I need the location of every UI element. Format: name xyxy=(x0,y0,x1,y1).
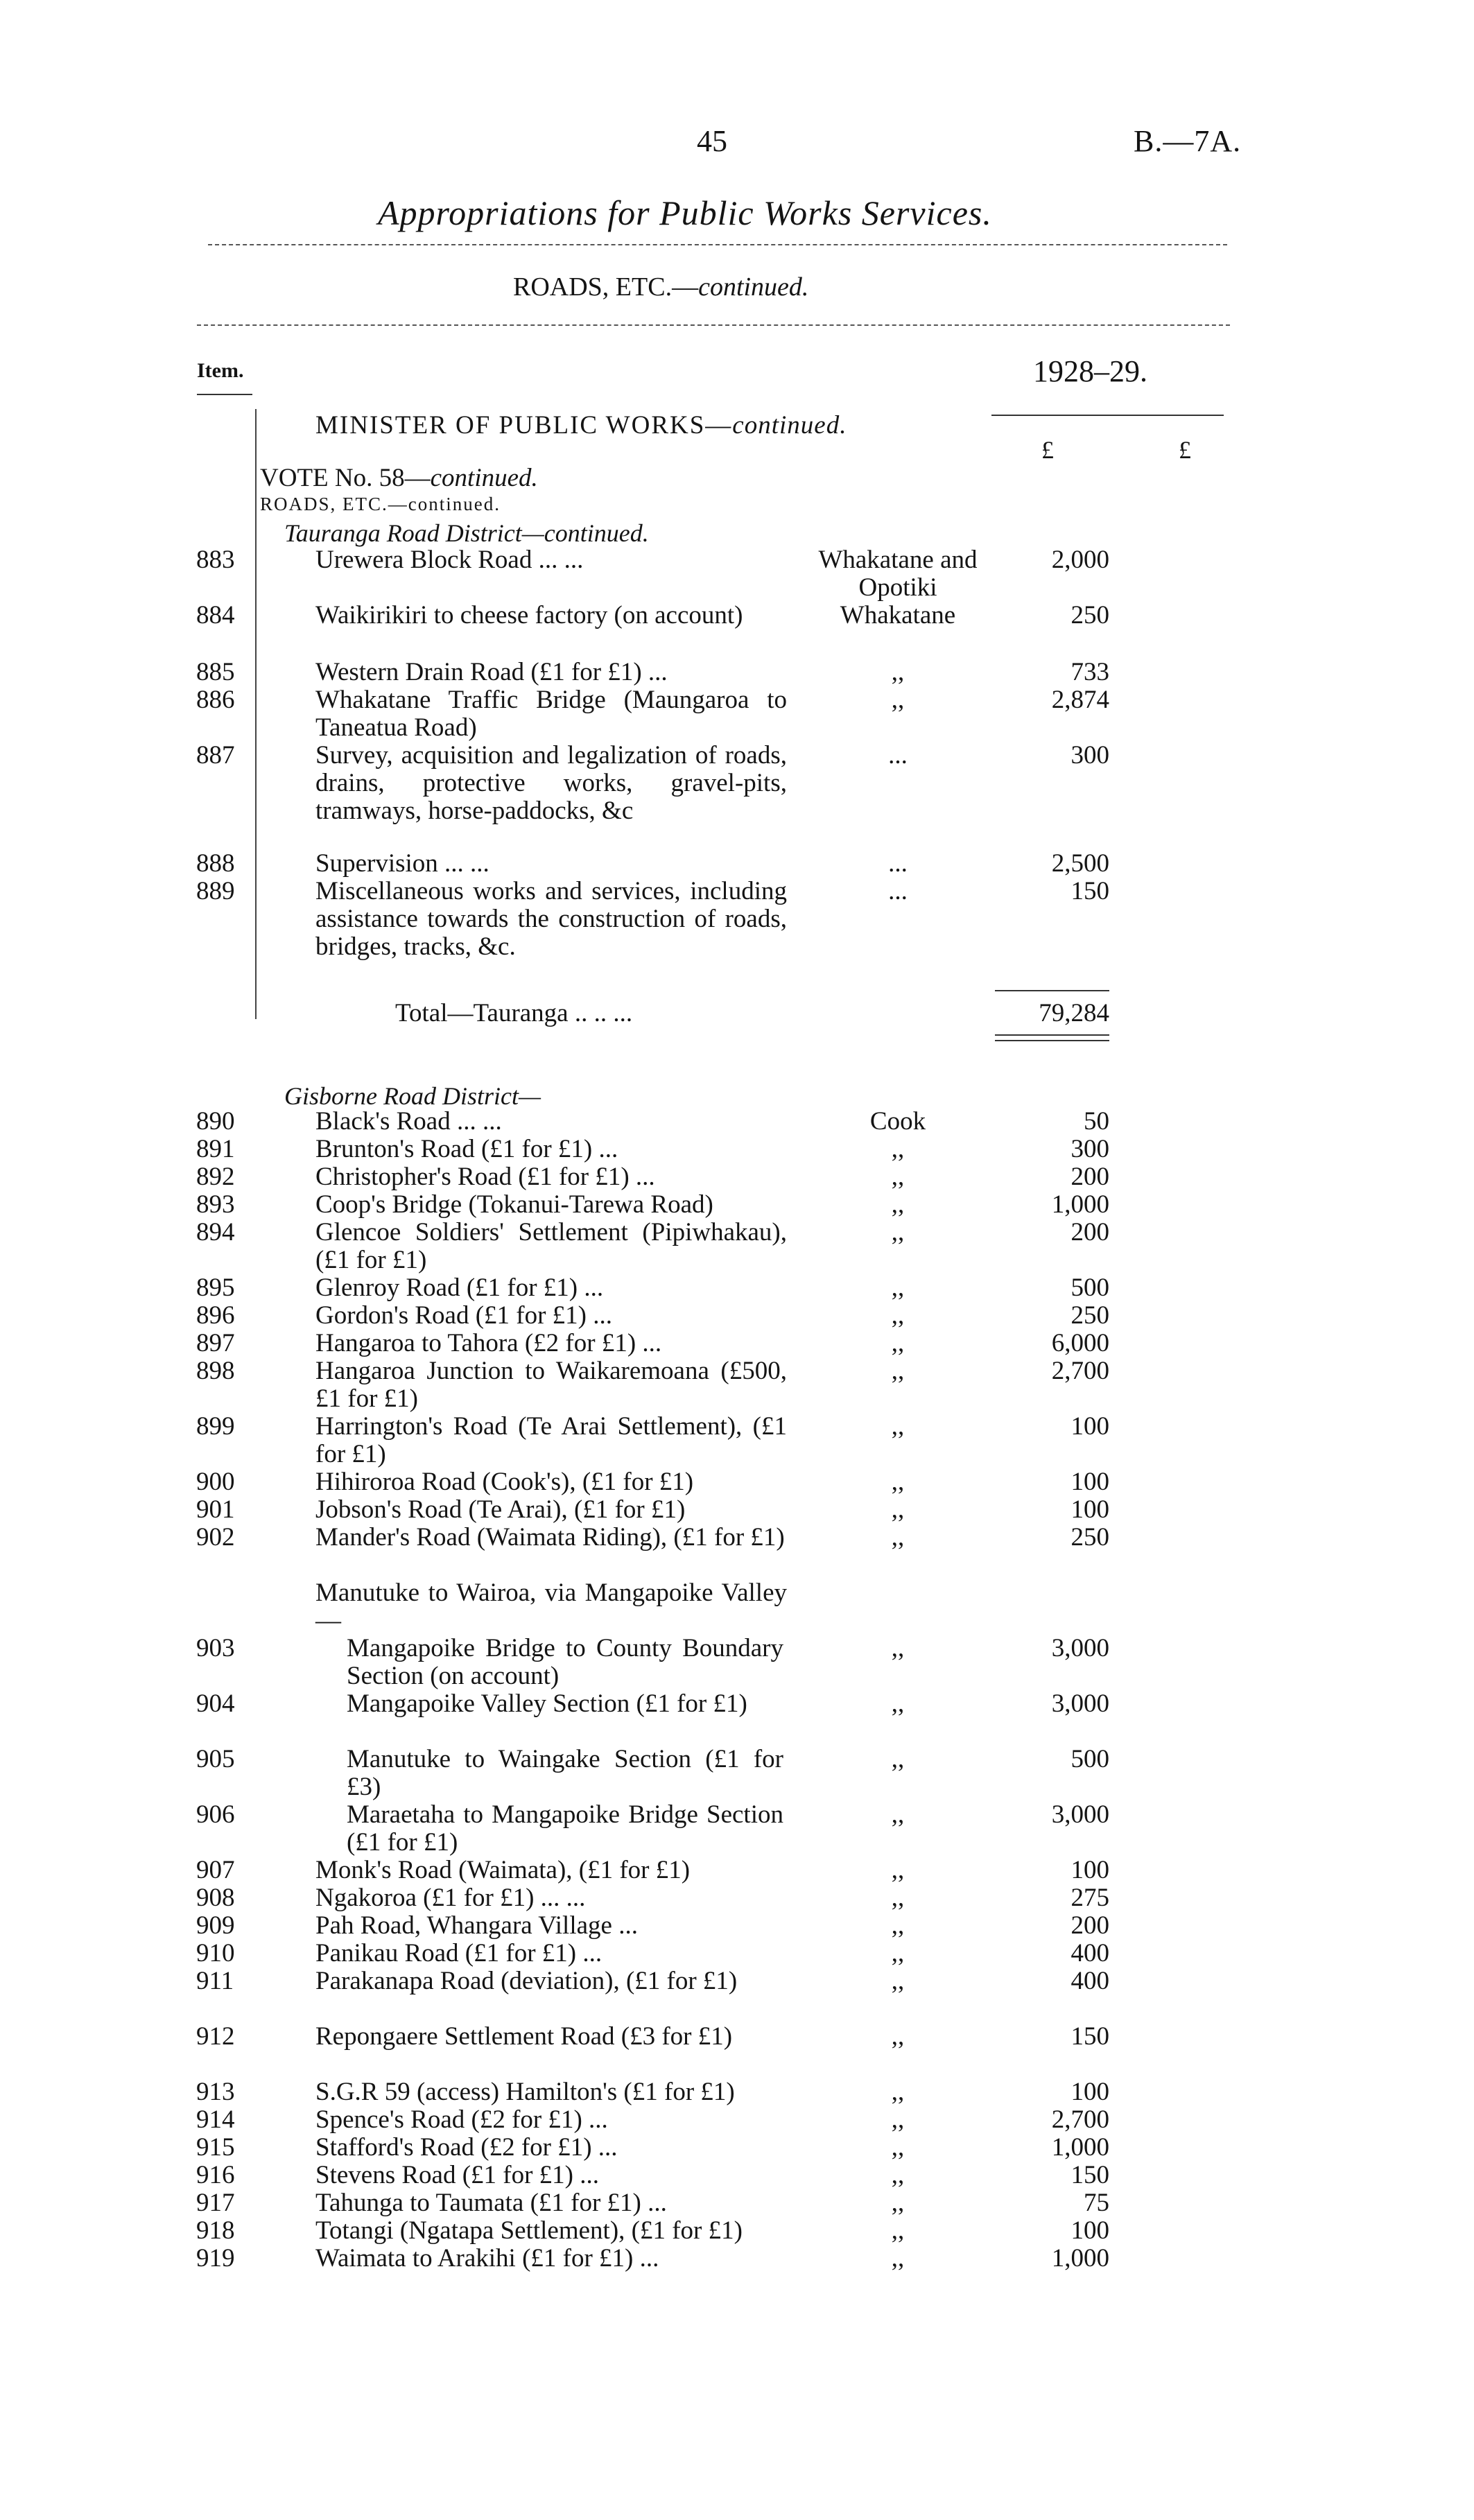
item-location: ,, xyxy=(891,1357,905,1385)
item-description: Stevens Road (£1 for £1) ... xyxy=(315,2161,599,2189)
item-amount: 100 xyxy=(1070,2216,1109,2245)
item-description: Gordon's Road (£1 for £1) ... xyxy=(315,1301,612,1330)
vote-cont: continued. xyxy=(430,464,538,492)
item-amount: 100 xyxy=(1070,1412,1109,1441)
item-location: ,, xyxy=(891,1190,905,1219)
title-rule xyxy=(208,244,1227,245)
item-number: 891 xyxy=(196,1135,235,1163)
item-description: Glenroy Road (£1 for £1) ... xyxy=(315,1274,604,1302)
vote-heading xyxy=(260,463,538,493)
item-amount: 150 xyxy=(1070,2161,1109,2189)
item-number: 886 xyxy=(196,686,235,714)
item-number: 887 xyxy=(196,741,235,770)
item-location: Whakatane and Opotiki xyxy=(818,546,978,602)
page-number: 45 xyxy=(697,124,727,158)
total-rule-top xyxy=(995,990,1109,991)
item-number: 888 xyxy=(196,849,235,878)
item-description: Christopher's Road (£1 for £1) ... xyxy=(315,1163,655,1191)
item-amount: 50 xyxy=(1084,1107,1109,1136)
item-location: ,, xyxy=(891,2244,905,2273)
item-amount: 250 xyxy=(1070,1301,1109,1330)
item-description: Manutuke to Waingake Section (£1 for £3) xyxy=(347,1745,783,1801)
item-amount: 2,000 xyxy=(1051,546,1109,574)
item-amount: 275 xyxy=(1070,1884,1109,1912)
pound-column-1: £ xyxy=(1041,436,1054,464)
item-amount: 1,000 xyxy=(1051,2244,1109,2273)
item-description: Black's Road ... ... xyxy=(315,1107,502,1136)
item-number: 883 xyxy=(196,546,235,574)
ministry-cont: continued. xyxy=(732,411,847,440)
item-description: Panikau Road (£1 for £1) ... xyxy=(315,1939,602,1967)
item-number: 907 xyxy=(196,1856,235,1884)
ministry-heading xyxy=(315,410,847,440)
item-amount: 2,874 xyxy=(1051,686,1109,714)
item-number: 912 xyxy=(196,2022,235,2051)
item-amount: 400 xyxy=(1070,1939,1109,1967)
item-amount: 400 xyxy=(1070,1967,1109,1995)
item-amount: 300 xyxy=(1070,1135,1109,1163)
item-number: 893 xyxy=(196,1190,235,1219)
item-number: 894 xyxy=(196,1218,235,1246)
item-number: 896 xyxy=(196,1301,235,1330)
item-description: Supervision ... ... xyxy=(315,849,489,878)
item-number: 902 xyxy=(196,1523,235,1552)
item-location: ,, xyxy=(891,2189,905,2217)
item-description: Waimata to Arakihi (£1 for £1) ... xyxy=(315,2244,659,2273)
roads-subheading: ROADS, ETC.—continued. xyxy=(260,494,501,514)
item-description: Pah Road, Whangara Village ... xyxy=(315,1911,638,1940)
item-description: Glencoe Soldiers' Settlement (Pipiwhakau), (£1 for £1) xyxy=(315,1218,787,1274)
item-location: ,, xyxy=(891,1412,905,1441)
item-number: 895 xyxy=(196,1274,235,1302)
pound-column-2: £ xyxy=(1179,436,1191,464)
item-description: Urewera Block Road ... ... xyxy=(315,546,584,574)
item-number: 885 xyxy=(196,658,235,686)
item-amount: 3,000 xyxy=(1051,1800,1109,1829)
item-amount: 3,000 xyxy=(1051,1689,1109,1718)
item-description: Whakatane Traffic Bridge (Maungaroa to Taneatua Road) xyxy=(315,686,787,742)
item-location: ,, xyxy=(891,2078,905,2106)
item-number: 914 xyxy=(196,2105,235,2134)
item-description: Coop's Bridge (Tokanui-Tarewa Road) xyxy=(315,1190,713,1219)
ministry-name: MINISTER OF PUBLIC WORKS— xyxy=(315,411,733,440)
item-number: 884 xyxy=(196,601,235,629)
item-column-label: Item. xyxy=(197,359,244,382)
item-description: Survey, acquisition and legalization of roads, drains, protective works, gravel-pits, tramways, horse-paddocks, &c xyxy=(315,741,787,825)
item-amount: 150 xyxy=(1070,2022,1109,2051)
item-amount: 6,000 xyxy=(1051,1329,1109,1357)
item-column-divider xyxy=(255,409,257,1019)
item-number: 908 xyxy=(196,1884,235,1912)
item-number: 905 xyxy=(196,1745,235,1773)
gisborne-district-heading: Gisborne Road District— xyxy=(284,1082,541,1110)
item-number: 899 xyxy=(196,1412,235,1441)
item-number: 918 xyxy=(196,2216,235,2245)
item-number: 911 xyxy=(196,1967,234,1995)
item-description: Parakanapa Road (deviation), (£1 for £1) xyxy=(315,1967,738,1995)
subheading-rule xyxy=(197,324,1230,326)
item-location: ,, xyxy=(891,1329,905,1357)
item-location: ,, xyxy=(891,1468,905,1496)
item-location: ... xyxy=(888,741,908,770)
item-header-rule xyxy=(197,394,252,395)
item-number: 910 xyxy=(196,1939,235,1967)
item-description: Jobson's Road (Te Arai), (£1 for £1) xyxy=(315,1495,686,1524)
item-number: 917 xyxy=(196,2189,235,2217)
item-description: Tahunga to Taumata (£1 for £1) ... xyxy=(315,2189,667,2217)
item-description: Spence's Road (£2 for £1) ... xyxy=(315,2105,608,2134)
item-amount: 733 xyxy=(1070,658,1109,686)
item-amount: 200 xyxy=(1070,1163,1109,1191)
item-description: Stafford's Road (£2 for £1) ... xyxy=(315,2133,618,2162)
item-number: 909 xyxy=(196,1911,235,1940)
item-amount: 300 xyxy=(1070,741,1109,770)
item-description: Monk's Road (Waimata), (£1 for £1) xyxy=(315,1856,691,1884)
item-amount: 250 xyxy=(1070,1523,1109,1552)
item-location: ,, xyxy=(891,1911,905,1940)
item-number: 913 xyxy=(196,2078,235,2106)
item-amount: 1,000 xyxy=(1051,1190,1109,1219)
item-amount: 75 xyxy=(1084,2189,1109,2217)
item-amount: 100 xyxy=(1070,1468,1109,1496)
item-number: 900 xyxy=(196,1468,235,1496)
item-amount: 3,000 xyxy=(1051,1634,1109,1662)
item-description: Brunton's Road (£1 for £1) ... xyxy=(315,1135,618,1163)
item-number: 919 xyxy=(196,2244,235,2273)
year-header-rule xyxy=(991,415,1224,416)
item-description: Mangapoike Valley Section (£1 for £1) xyxy=(347,1689,747,1718)
vote-label: VOTE No. 58— xyxy=(260,464,431,492)
item-amount: 2,700 xyxy=(1051,1357,1109,1385)
item-location: ,, xyxy=(891,1967,905,1995)
item-location: ,, xyxy=(891,658,905,686)
item-location: ,, xyxy=(891,1856,905,1884)
item-number: 904 xyxy=(196,1689,235,1718)
section-code: B.—7A. xyxy=(1134,124,1242,158)
total-rule-bottom-1 xyxy=(995,1034,1109,1036)
item-location: ... xyxy=(888,877,908,905)
page-title: Appropriations for Public Works Services. xyxy=(378,193,992,232)
item-number: 915 xyxy=(196,2133,235,2162)
item-description: Miscellaneous works and services, including assistance towards the construction of roads, bridges, tracks, &c. xyxy=(315,877,787,961)
item-number: 901 xyxy=(196,1495,235,1524)
item-description: Mander's Road (Waimata Riding), (£1 for £1) xyxy=(315,1523,785,1552)
item-location: ,, xyxy=(891,1800,905,1829)
item-location: ,, xyxy=(891,1689,905,1718)
item-location: ,, xyxy=(891,1745,905,1773)
item-amount: 2,700 xyxy=(1051,2105,1109,2134)
item-amount: 500 xyxy=(1070,1274,1109,1302)
item-description: Ngakoroa (£1 for £1) ... ... xyxy=(315,1884,586,1912)
tauranga-total-label: Total—Tauranga .. .. ... xyxy=(395,999,633,1027)
item-description: Repongaere Settlement Road (£3 for £1) xyxy=(315,2022,733,2051)
item-amount: 500 xyxy=(1070,1745,1109,1773)
item-number: 916 xyxy=(196,2161,235,2189)
item-description: Western Drain Road (£1 for £1) ... xyxy=(315,658,668,686)
item-amount: 100 xyxy=(1070,1495,1109,1524)
item-location: ,, xyxy=(891,1163,905,1191)
item-description: Hangaroa Junction to Waikaremoana (£500, £1 for £1) xyxy=(315,1357,787,1413)
item-number: 903 xyxy=(196,1634,235,1662)
item-location: Whakatane xyxy=(840,601,956,629)
item-number: 890 xyxy=(196,1107,235,1136)
item-amount: 100 xyxy=(1070,1856,1109,1884)
item-number: 897 xyxy=(196,1329,235,1357)
item-description: Hihiroroa Road (Cook's), (£1 for £1) xyxy=(315,1468,694,1496)
item-description: Hangaroa to Tahora (£2 for £1) ... xyxy=(315,1329,662,1357)
item-amount: 150 xyxy=(1070,877,1109,905)
item-location: ,, xyxy=(891,2133,905,2162)
item-location: ,, xyxy=(891,1634,905,1662)
tauranga-total-amount: 79,284 xyxy=(1039,999,1109,1027)
item-location: ,, xyxy=(891,2022,905,2051)
item-location: ,, xyxy=(891,2216,905,2245)
tauranga-district-heading: Tauranga Road District—continued. xyxy=(284,519,649,547)
item-description: Harrington's Road (Te Arai Settlement), (£1 for £1) xyxy=(315,1412,787,1468)
item-number: 898 xyxy=(196,1357,235,1385)
item-description: Manutuke to Wairoa, via Mangapoike Valley— xyxy=(315,1579,787,1635)
item-description: Mangapoike Bridge to County Boundary Section (on account) xyxy=(347,1634,783,1690)
item-location: ,, xyxy=(891,2161,905,2189)
item-amount: 200 xyxy=(1070,1218,1109,1246)
item-location: ,, xyxy=(891,1495,905,1524)
item-location: ,, xyxy=(891,686,905,714)
item-amount: 200 xyxy=(1070,1911,1109,1940)
subheading-main: ROADS, ETC.— xyxy=(513,272,699,302)
item-number: 889 xyxy=(196,877,235,905)
item-description: Maraetaha to Mangapoike Bridge Section (£1 for £1) xyxy=(347,1800,783,1857)
item-location: ,, xyxy=(891,1523,905,1552)
section-subheading xyxy=(513,272,808,302)
year-column-label: 1928–29. xyxy=(1033,354,1147,388)
item-amount: 2,500 xyxy=(1051,849,1109,878)
item-description: S.G.R 59 (access) Hamilton's (£1 for £1) xyxy=(315,2078,735,2106)
item-location: ,, xyxy=(891,1884,905,1912)
item-location: ,, xyxy=(891,1939,905,1967)
item-location: ,, xyxy=(891,1301,905,1330)
item-location: Cook xyxy=(869,1107,926,1136)
item-location: ,, xyxy=(891,1218,905,1246)
item-location: ,, xyxy=(891,1274,905,1302)
item-number: 906 xyxy=(196,1800,235,1829)
item-description: Totangi (Ngatapa Settlement), (£1 for £1) xyxy=(315,2216,743,2245)
item-amount: 1,000 xyxy=(1051,2133,1109,2162)
item-amount: 100 xyxy=(1070,2078,1109,2106)
item-number: 892 xyxy=(196,1163,235,1191)
total-rule-bottom-2 xyxy=(995,1040,1109,1041)
item-location: ... xyxy=(888,849,908,878)
item-description: Waikirikiri to cheese factory (on account) xyxy=(315,601,743,629)
subheading-cont: continued. xyxy=(698,272,809,302)
item-amount: 250 xyxy=(1070,601,1109,629)
item-location: ,, xyxy=(891,1135,905,1163)
item-location: ,, xyxy=(891,2105,905,2134)
